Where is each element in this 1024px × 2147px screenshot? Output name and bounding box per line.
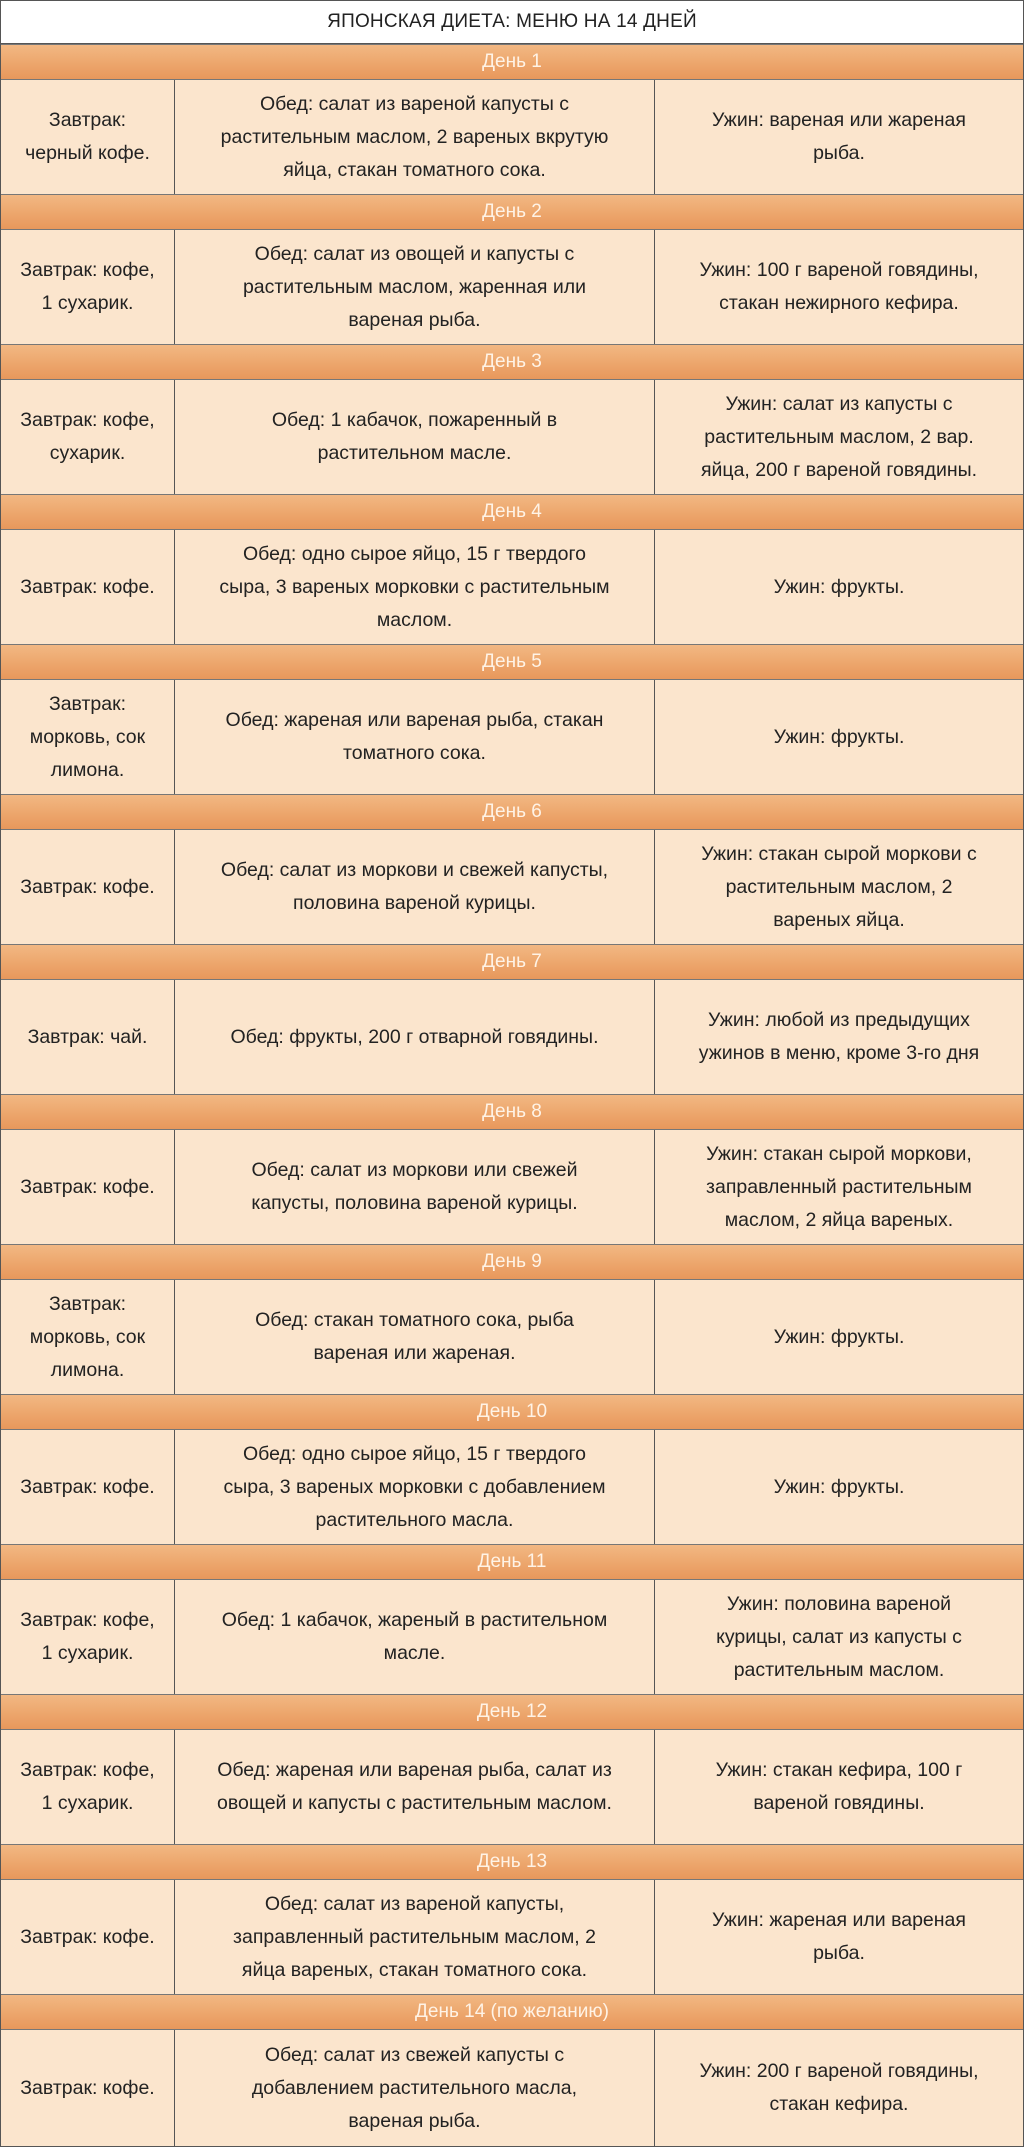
breakfast-cell: Завтрак: кофе. [1, 1880, 175, 1994]
day-meals-row [1, 2030, 1023, 2146]
breakfast-cell: Завтрак: кофе. [1, 530, 175, 644]
day-header: День 12 [1, 1694, 1023, 1730]
day-meals-row [1, 530, 1023, 644]
dinner-cell: Ужин: фрукты. [773, 1475, 905, 1498]
breakfast-cell: Завтрак: кофе, сухарик. [1, 380, 175, 494]
breakfast-cell: Завтрак: кофе. [1, 1430, 175, 1544]
breakfast-cell: Завтрак: кофе, 1 сухарик. [1, 230, 175, 344]
lunch-cell: Обед: салат из вареной капусты с растительным маслом, 2 вареных вкрутую яйца, стакан томатного сока. [175, 80, 655, 194]
breakfast-cell: Завтрак: морковь, сок лимона. [1, 1280, 175, 1394]
dinner-cell: Ужин: любой из предыдущих ужинов в меню, кроме 3-го дня [698, 1009, 980, 1064]
breakfast-cell: Завтрак: кофе. [1, 2030, 175, 2146]
breakfast-cell: Завтрак: чай. [1, 980, 175, 1094]
lunch-cell: Обед: салат из моркови и свежей капусты, половина вареной курицы. [175, 830, 655, 944]
breakfast-cell: Завтрак: кофе. [1, 830, 175, 944]
lunch-cell: Обед: жареная или вареная рыба, стакан томатного сока. [175, 680, 655, 794]
lunch-cell: Обед: стакан томатного сока, рыба вареная или жареная. [175, 1280, 655, 1394]
day-meals-row [1, 380, 1023, 494]
lunch-cell: Обед: 1 кабачок, жареный в растительном масле. [175, 1580, 655, 1694]
lunch-cell: Обед: салат из моркови или свежей капусты, половина вареной курицы. [175, 1130, 655, 1244]
day-header: День 4 [1, 494, 1023, 530]
breakfast-cell: Завтрак: черный кофе. [1, 80, 175, 194]
day-header: День 11 [1, 1544, 1023, 1580]
dinner-cell: Ужин: стакан сырой моркови, заправленный растительным маслом, 2 яйца вареных. [706, 1142, 972, 1231]
day-header: День 6 [1, 794, 1023, 830]
dinner-cell: Ужин: вареная или жареная рыба. [712, 109, 966, 164]
lunch-cell: Обед: фрукты, 200 г отварной говядины. [175, 980, 655, 1094]
day-header: День 9 [1, 1244, 1023, 1280]
dinner-cell: Ужин: жареная или вареная рыба. [712, 1909, 966, 1964]
day-meals-row [1, 1280, 1023, 1394]
dinner-cell: Ужин: 100 г вареной говядины, стакан нежирного кефира. [699, 259, 979, 314]
lunch-cell: Обед: жареная или вареная рыба, салат из овощей и капусты с растительным маслом. [175, 1730, 655, 1844]
day-header: День 10 [1, 1394, 1023, 1430]
lunch-cell: Обед: одно сырое яйцо, 15 г твердого сыра, 3 вареных морковки с добавлением растительного масла. [175, 1430, 655, 1544]
day-header: День 14 (по желанию) [1, 1994, 1023, 2030]
day-meals-row [1, 680, 1023, 794]
day-header: День 1 [1, 44, 1023, 80]
day-header: День 8 [1, 1094, 1023, 1130]
day-header: День 5 [1, 644, 1023, 680]
day-meals-row [1, 1730, 1023, 1844]
dinner-cell: Ужин: стакан сырой моркови с растительным маслом, 2 вареных яйца. [701, 842, 977, 931]
breakfast-cell: Завтрак: кофе. [1, 1130, 175, 1244]
dinner-cell: Ужин: фрукты. [773, 725, 905, 748]
lunch-cell: Обед: одно сырое яйцо, 15 г твердого сыра, 3 вареных морковки с растительным маслом. [175, 530, 655, 644]
day-meals-row [1, 1430, 1023, 1544]
day-header: День 13 [1, 1844, 1023, 1880]
lunch-cell: Обед: салат из вареной капусты, заправленный растительным маслом, 2 яйца вареных, стакан томатного сока. [175, 1880, 655, 1994]
dinner-cell: Ужин: салат из капусты с растительным маслом, 2 вар. яйца, 200 г вареной говядины. [700, 392, 978, 481]
dinner-cell: Ужин: стакан кефира, 100 г вареной говядины. [715, 1759, 963, 1814]
dinner-cell: Ужин: фрукты. [773, 575, 905, 598]
breakfast-cell: Завтрак: кофе, 1 сухарик. [1, 1730, 175, 1844]
table-title: ЯПОНСКАЯ ДИЕТА: МЕНЮ НА 14 ДНЕЙ [1, 1, 1023, 44]
breakfast-cell: Завтрак: морковь, сок лимона. [1, 680, 175, 794]
day-meals-row [1, 980, 1023, 1094]
days-container [1, 44, 1023, 2146]
dinner-cell: Ужин: 200 г вареной говядины, стакан кефира. [699, 2060, 979, 2115]
day-header: День 2 [1, 194, 1023, 230]
dinner-cell: Ужин: половина вареной курицы, салат из капусты с растительным маслом. [716, 1592, 962, 1681]
breakfast-cell: Завтрак: кофе, 1 сухарик. [1, 1580, 175, 1694]
lunch-cell: Обед: салат из свежей капусты с добавлением растительного масла, вареная рыба. [175, 2030, 655, 2146]
day-meals-row [1, 1880, 1023, 1994]
lunch-cell: Обед: салат из овощей и капусты с растительным маслом, жаренная или вареная рыба. [175, 230, 655, 344]
day-meals-row [1, 830, 1023, 944]
day-header: День 7 [1, 944, 1023, 980]
day-header: День 3 [1, 344, 1023, 380]
day-meals-row [1, 1130, 1023, 1244]
lunch-cell: Обед: 1 кабачок, пожаренный в растительном масле. [175, 380, 655, 494]
day-meals-row [1, 1580, 1023, 1694]
day-meals-row [1, 230, 1023, 344]
dinner-cell: Ужин: фрукты. [773, 1325, 905, 1348]
day-meals-row [1, 80, 1023, 194]
